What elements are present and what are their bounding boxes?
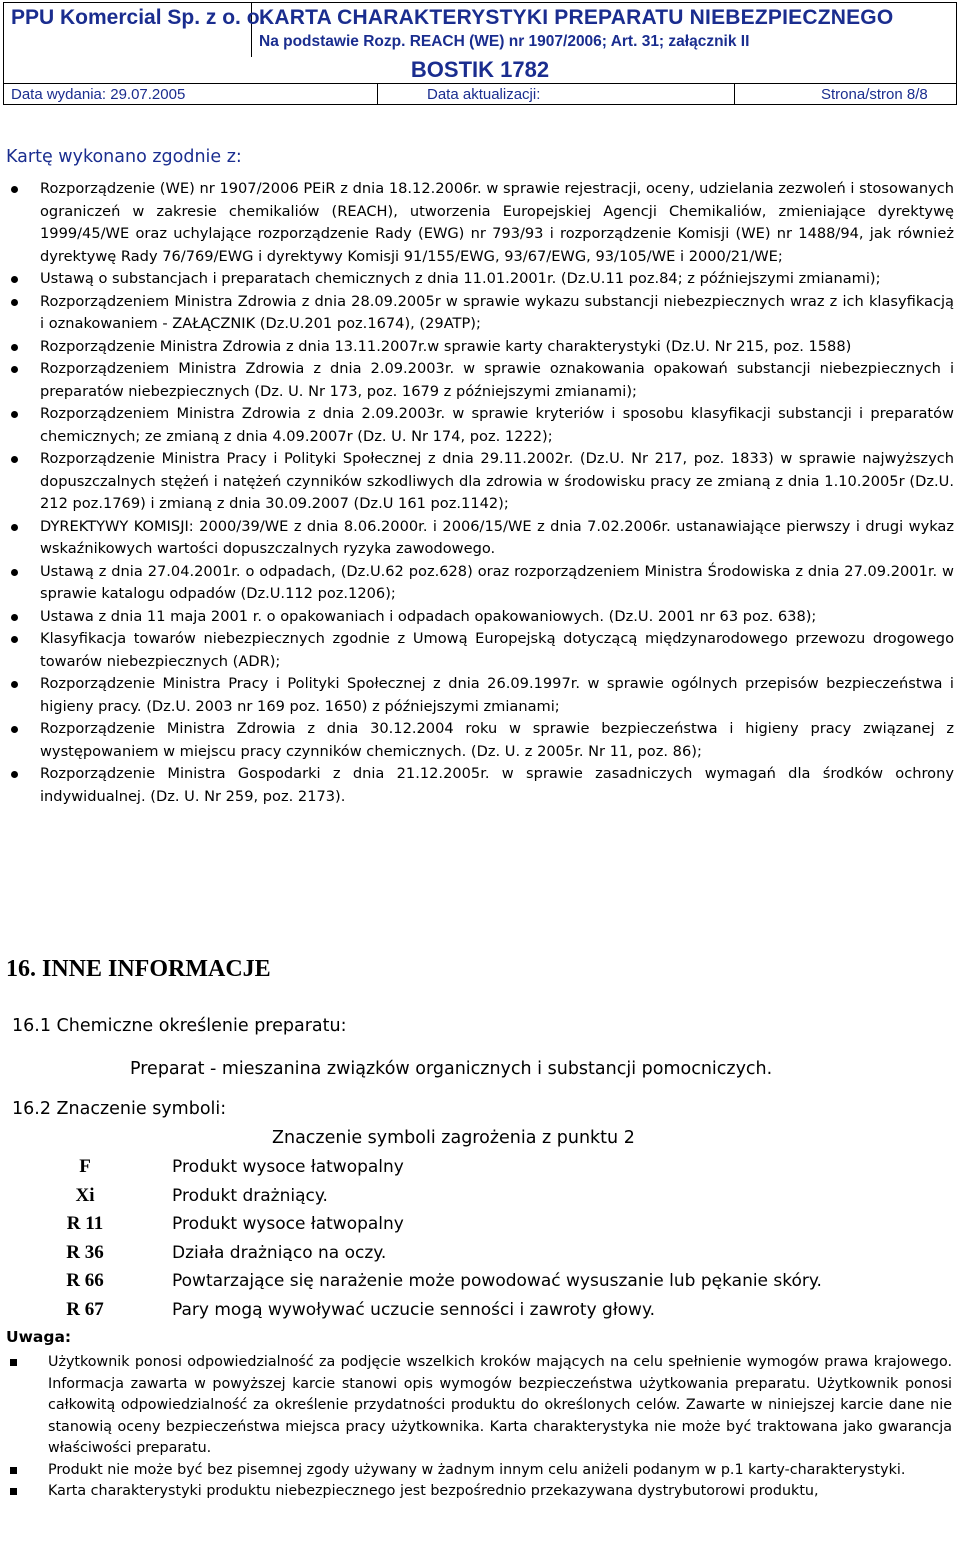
- symbol-code: R 11: [66, 1213, 104, 1235]
- table-row: [40, 1182, 822, 1211]
- list-item: Rozporządzenie Ministra Pracy i Polityki Społecznej z dnia 26.09.1997r. w sprawie ogólnych przepisów bezpieczeństwa i higieny pracy. (Dz.U. 2003 nr 169 poz. 1650) z późniejszymi zmianami;: [0, 673, 960, 718]
- symbol-code: R 66: [66, 1270, 104, 1292]
- document-header: [3, 2, 957, 106]
- bullet-icon: [11, 524, 18, 531]
- list-item: Rozporządzenie (WE) nr 1907/2006 PEiR z dnia 18.12.2006r. w sprawie rejestracji, oceny, udzielania zezwoleń i stosowanych ograniczeń w zakresie chemikaliów (REACH), utworzenia Europejskiej Agencji Chemikaliów, zmieniające dyrektywę 1999/45/WE oraz uchylające rozporządzenie Rady (EWG) nr 793/93 i rozporządzenie Komisji (WE) nr 1488/94, jak również dyrektywę Rady 76/769/EWG i dyrektywy Komisji 91/155/EWG, 93/67/EWG, 93/105/WE i 2000/21/WE;: [0, 178, 960, 268]
- list-item: Produkt nie może być bez pisemnej zgody używany w żadnym innym celu aniżeli podanym w p.1 karty-charakterystyki.: [0, 1460, 960, 1482]
- list-item: Rozporządzenie Ministra Pracy i Polityki Społecznej z dnia 29.11.2002r. (Dz.U. Nr 217, poz. 1833) w sprawie najwyższych dopuszczalnych stężeń i natężeń czynników szkodliwych dla zdrowia w środowisku pracy ze zmianą z dnia 1.10.2005r (Dz.U. 212 poz.1769) i zmianą z dnia 30.09.2007 (Dz.U 161 poz.1142);: [0, 448, 960, 516]
- list-item: Rozporządzeniem Ministra Zdrowia z dnia 2.09.2003r. w sprawie kryteriów i sposobu klasyfikacji substancji i preparatów chemicznych; ze zmianą z dnia 4.09.2007r (Dz. U. Nr 174, poz. 1222);: [0, 403, 960, 448]
- product-name: BOSTIK 1782: [410, 57, 550, 82]
- list-item: Karta charakterystyki produktu niebezpiecznego jest bezpośrednio przekazywana dystrybutorowi produktu,: [0, 1481, 960, 1503]
- compliance-heading: Kartę wykonano zgodnie z:: [6, 147, 242, 167]
- table-row: [40, 1210, 822, 1239]
- table-row: [40, 1296, 822, 1325]
- symbol-meaning: Działa drażniąco na oczy.: [172, 1242, 387, 1263]
- symbols-table: [40, 1153, 822, 1324]
- list-item: Rozporządzeniem Ministra Zdrowia z dnia 28.09.2005r w sprawie wykazu substancji niebezpiecznych wraz z ich klasyfikacją i oznakowaniem - ZAŁĄCZNIK (Dz.U.201 poz.1674), (29ATP);: [0, 291, 960, 336]
- symbols-caption: Znaczenie symboli zagrożenia z punktu 2: [272, 1128, 635, 1148]
- symbol-meaning: Powtarzające się narażenie może powodować wysuszanie lub pękanie skóry.: [172, 1271, 822, 1292]
- symbol-code: R 36: [66, 1241, 104, 1263]
- list-item: Rozporządzeniem Ministra Zdrowia z dnia 2.09.2003r. w sprawie oznakowania opakowań substancji niebezpiecznych i preparatów niebezpiecznych (Dz. U. Nr 173, poz. 1679 z późniejszymi zmianami);: [0, 358, 960, 403]
- table-row: [40, 1239, 822, 1268]
- section-16-heading: 16. INNE INFORMACJE: [6, 956, 271, 982]
- section-16-2-heading: 16.2 Znaczenie symboli:: [12, 1099, 227, 1119]
- issue-date: Data wydania: 29.07.2005: [11, 86, 186, 103]
- bullet-icon: [11, 681, 18, 688]
- symbol-code: R 67: [66, 1298, 104, 1320]
- page-number: Strona/stron 8/8: [821, 86, 928, 103]
- company-name: PPU Komercial Sp. z o. o.: [11, 6, 266, 29]
- bullet-icon: [11, 366, 18, 373]
- chemical-description: Preparat - mieszanina związków organicznych i substancji pomocniczych.: [130, 1059, 773, 1079]
- list-item: Rozporządzenie Ministra Gospodarki z dnia 21.12.2005r. w sprawie zasadniczych wymagań dla środków ochrony indywidualnej. (Dz. U. Nr 259, poz. 2173).: [0, 763, 960, 808]
- list-item: Ustawą z dnia 27.04.2001r. o odpadach, (Dz.U.62 poz.628) oraz rozporządzeniem Ministra Środowiska z dnia 27.09.2001r. w sprawie katalogu odpadów (Dz.U.112 poz.1206);: [0, 561, 960, 606]
- square-bullet-icon: [10, 1467, 17, 1474]
- note-label: Uwaga:: [6, 1328, 72, 1346]
- bullet-icon: [11, 186, 18, 193]
- symbol-meaning: Produkt wysoce łatwopalny: [172, 1157, 404, 1178]
- bullet-icon: [11, 456, 18, 463]
- list-item: Użytkownik ponosi odpowiedzialność za podjęcie wszelkich kroków mających na celu spełnienie wymogów prawa krajowego. Informacja zawarta w powyższej karcie stanowi opis wymogów bezpieczeństwa użytkowania preparatu. Użytkownik ponosi całkowitą odpowiedzialność za określenie przydatności produktu do określonych celów. Zawarte w niniejszej karcie dane nie stanowią oceny bezpieczeństwa miejsca pracy użytkownika. Karta charakterystyka nie może być traktowana jako gwarancja właściwości preparatu.: [0, 1352, 960, 1460]
- list-item: Rozporządzenie Ministra Zdrowia z dnia 30.12.2004 roku w sprawie bezpieczeństwa i higieny pracy związanej z występowaniem w miejscu pracy czynników chemicznych. (Dz. U. z 2005r. Nr 11, poz. 86);: [0, 718, 960, 763]
- document-title: KARTA CHARAKTERYSTYKI PREPARATU NIEBEZPIECZNEGO: [259, 6, 894, 29]
- symbol-meaning: Produkt drażniący.: [172, 1185, 328, 1206]
- bullet-icon: [11, 299, 18, 306]
- symbol-code: F: [79, 1156, 91, 1178]
- list-item: Ustawa z dnia 11 maja 2001 r. o opakowaniach i odpadach opakowaniowych. (Dz.U. 2001 nr 63 poz. 638);: [0, 606, 960, 629]
- symbol-meaning: Pary mogą wywoływać uczucie senności i zawroty głowy.: [172, 1299, 655, 1320]
- notes-list: [0, 1352, 960, 1503]
- bullet-icon: [11, 636, 18, 643]
- table-row: [40, 1153, 822, 1182]
- list-item: Klasyfikacja towarów niebezpiecznych zgodnie z Umową Europejską dotyczącą międzynarodowego przewozu drogowego towarów niebezpiecznych (ADR);: [0, 628, 960, 673]
- bullet-icon: [11, 344, 18, 351]
- list-item: Ustawą o substancjach i preparatach chemicznych z dnia 11.01.2001r. (Dz.U.11 poz.84; z późniejszymi zmianami);: [0, 268, 960, 291]
- update-date: Data aktualizacji:: [427, 86, 541, 103]
- bullet-icon: [11, 276, 18, 283]
- list-item: Rozporządzenie Ministra Zdrowia z dnia 13.11.2007r.w sprawie karty charakterystyki (Dz.U. Nr 215, poz. 1588): [0, 336, 960, 359]
- symbol-meaning: Produkt wysoce łatwopalny: [172, 1214, 404, 1235]
- section-16-1-heading: 16.1 Chemiczne określenie preparatu:: [12, 1016, 347, 1036]
- compliance-list: [0, 178, 960, 808]
- bullet-icon: [11, 569, 18, 576]
- square-bullet-icon: [10, 1359, 17, 1366]
- bullet-icon: [11, 614, 18, 621]
- bullet-icon: [11, 726, 18, 733]
- table-row: [40, 1267, 822, 1296]
- document-subtitle: Na podstawie Rozp. REACH (WE) nr 1907/2006; Art. 31; załącznik II: [259, 33, 750, 50]
- square-bullet-icon: [10, 1488, 17, 1495]
- bullet-icon: [11, 771, 18, 778]
- bullet-icon: [11, 411, 18, 418]
- list-item: DYREKTYWY KOMISJI: 2000/39/WE z dnia 8.06.2000r. i 2006/15/WE z dnia 7.02.2006r. ustanawiające pierwszy i drugi wykaz wskaźnikowych wartości dopuszczalnych ryzyka zawodowego.: [0, 516, 960, 561]
- symbol-code: Xi: [75, 1184, 95, 1206]
